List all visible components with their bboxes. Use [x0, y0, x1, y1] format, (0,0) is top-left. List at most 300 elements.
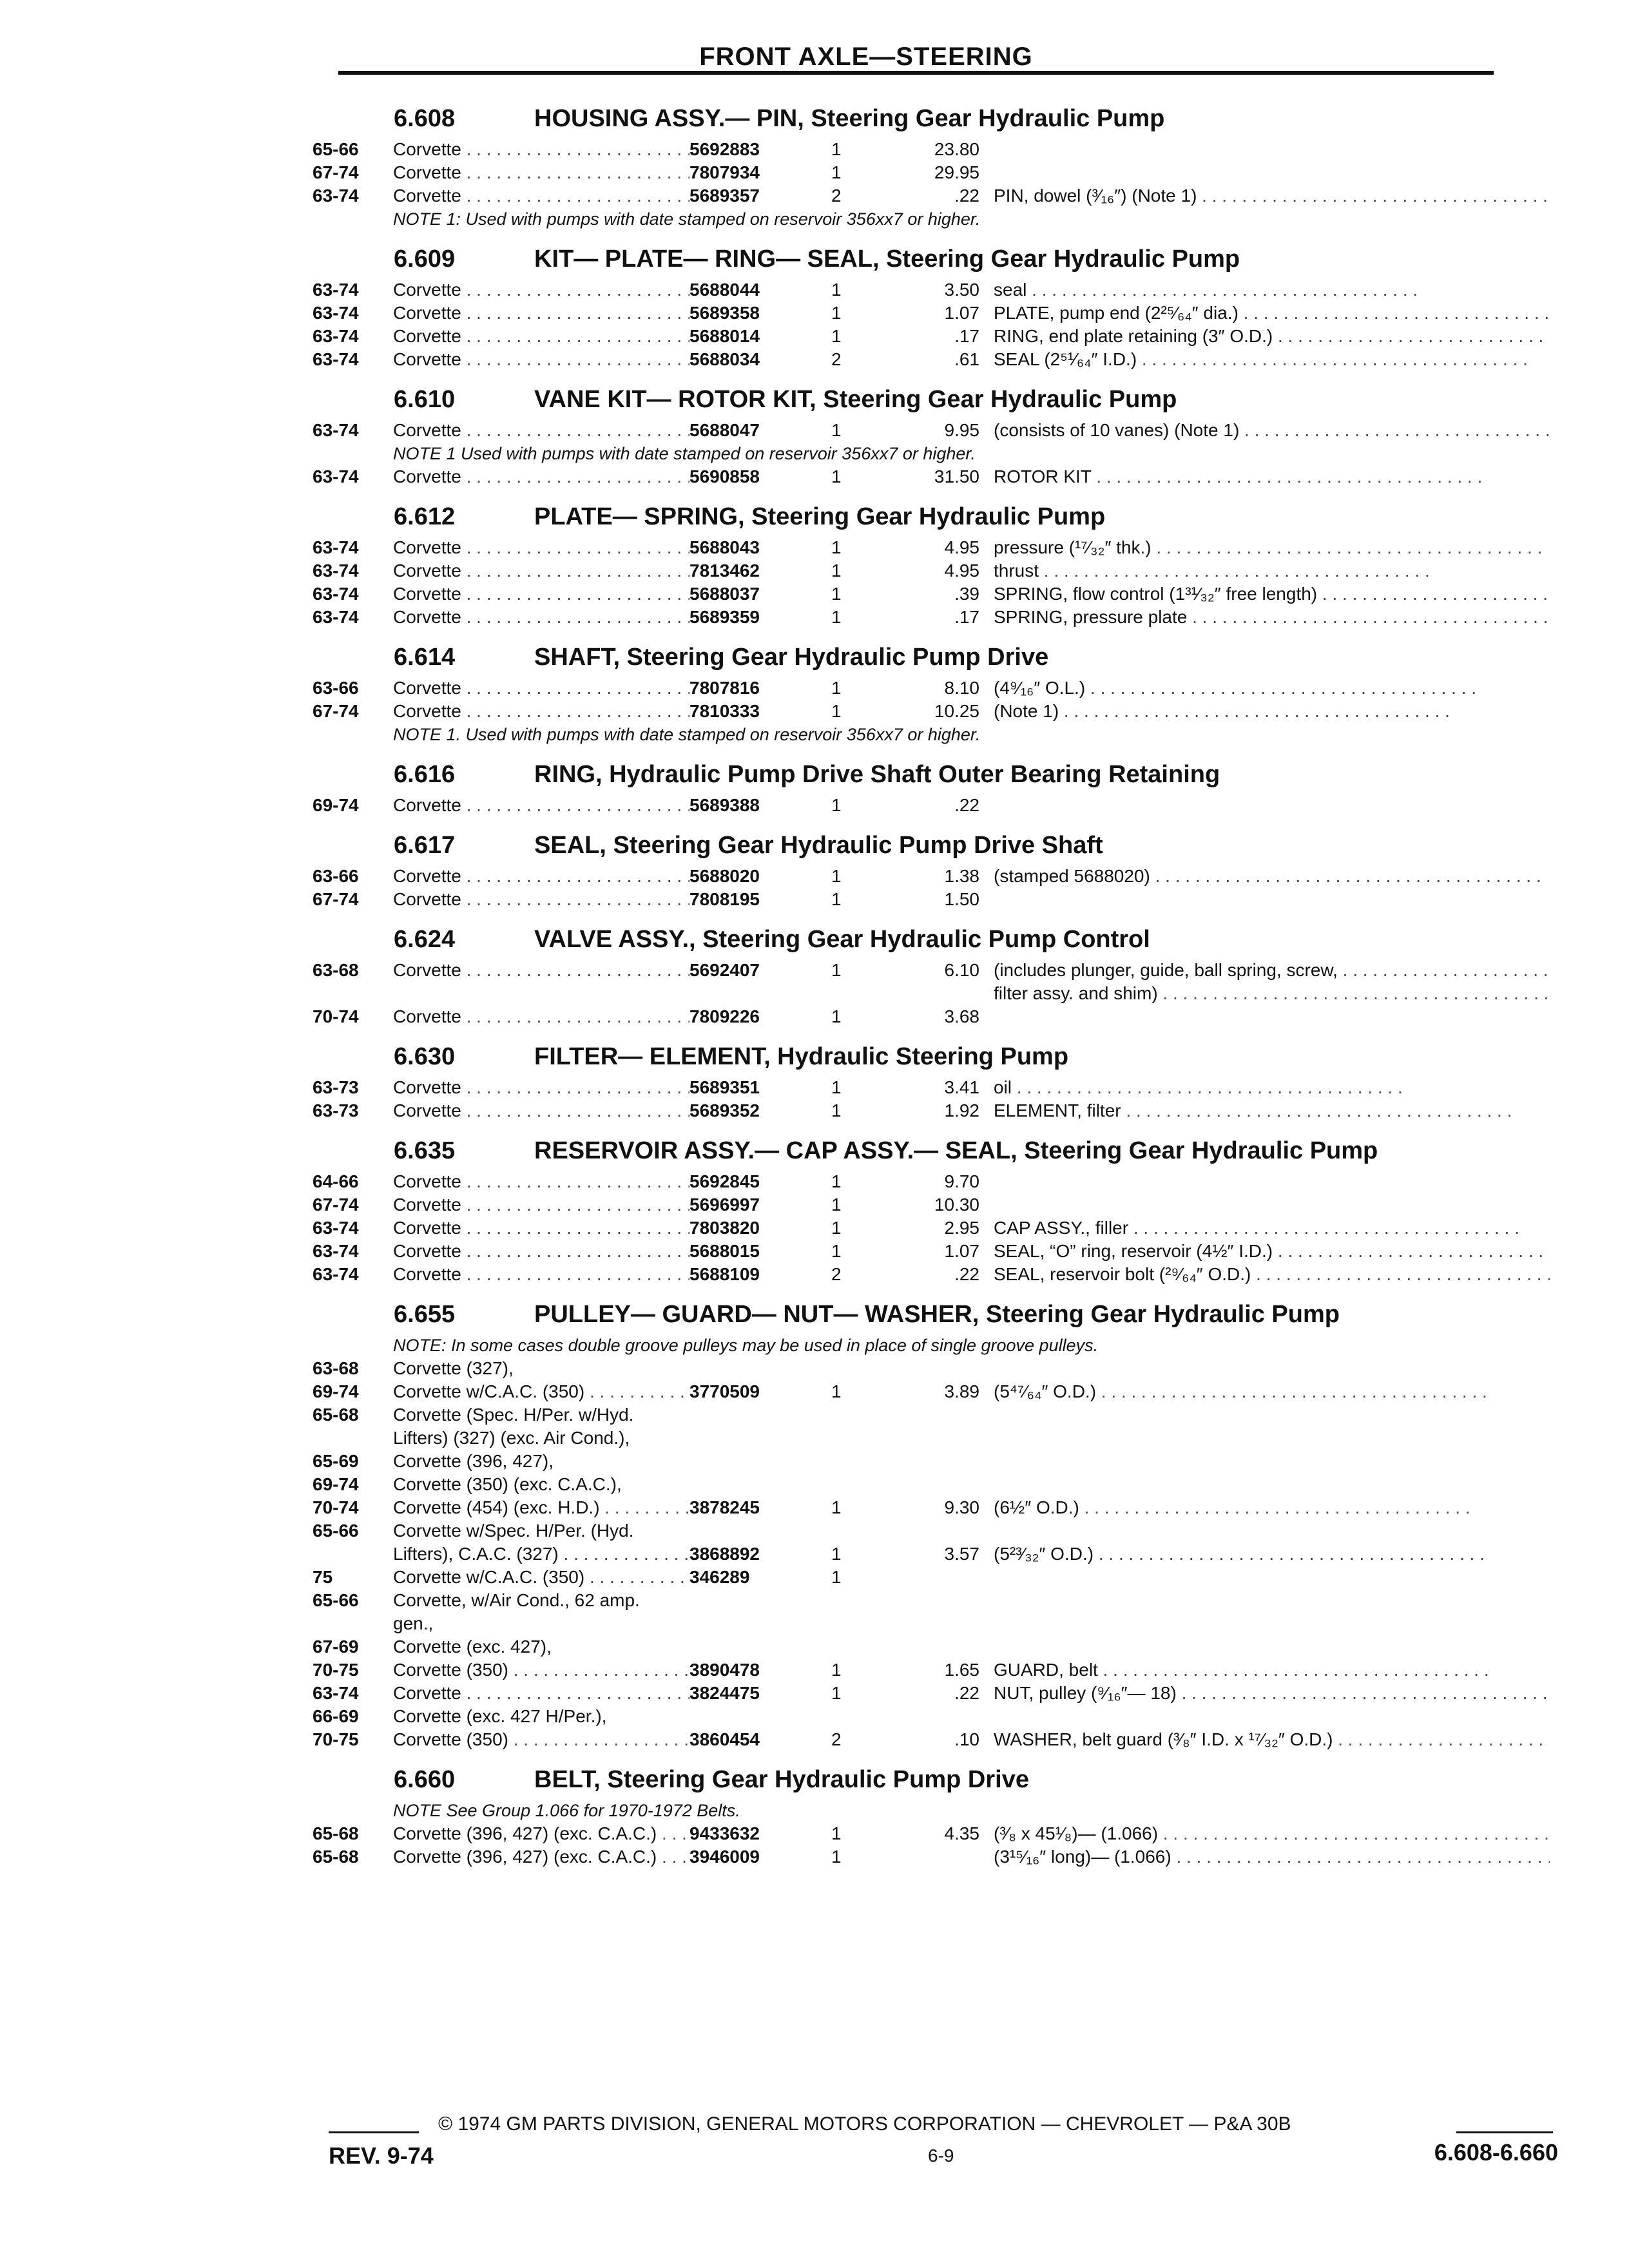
- model-years: 63-74: [313, 303, 359, 323]
- quantity: 1: [831, 1241, 842, 1261]
- model-name: Corvette (327),: [393, 1358, 514, 1378]
- part-row: [313, 1612, 1550, 1635]
- price: .17: [954, 326, 979, 346]
- part-row: [313, 677, 1550, 700]
- part-row: [313, 325, 1550, 348]
- price: 3.57: [944, 1544, 979, 1564]
- section-title: RING, Hydraulic Pump Drive Shaft Outer Bearing Retaining: [534, 761, 1220, 788]
- section-heading: [313, 755, 1550, 794]
- part-row: [313, 700, 1550, 723]
- part-number: 5689357: [689, 186, 760, 206]
- part-number: 346289: [689, 1567, 750, 1587]
- part-description: (³⁄₈ x 45¹⁄₈)— (1.066) . . .: [994, 1822, 1550, 1845]
- model-name: Corvette . . .: [393, 700, 689, 723]
- model-years: 63-74: [313, 349, 359, 369]
- section-6-612: [313, 497, 1550, 629]
- price: 9.70: [944, 1171, 979, 1191]
- quantity: 1: [831, 1077, 842, 1097]
- price: 1.50: [944, 889, 979, 909]
- quantity: 1: [831, 162, 842, 182]
- part-description: SEAL, “O” ring, reservoir (4½″ I.D.) . . .: [994, 1240, 1550, 1263]
- section-number: 6.616: [394, 761, 456, 788]
- quantity: 1: [831, 701, 842, 721]
- part-row: [313, 1705, 1550, 1728]
- part-row: [313, 184, 1550, 207]
- model-years: 67-74: [313, 701, 359, 721]
- section-6-608: [313, 99, 1550, 231]
- section-6-610: [313, 380, 1550, 488]
- price: 3.89: [944, 1381, 979, 1401]
- section-number: 6.617: [394, 832, 456, 859]
- model-name: Corvette w/Spec. H/Per. (Hyd.: [393, 1521, 634, 1541]
- part-number: 5690858: [689, 466, 760, 486]
- part-number: 5692883: [689, 139, 760, 159]
- part-description: CAP ASSY., filler . . .: [994, 1216, 1550, 1240]
- part-description: SPRING, pressure plate . . .: [994, 606, 1550, 629]
- model-name: Corvette . . .: [393, 677, 689, 700]
- model-name: Corvette . . .: [393, 888, 689, 911]
- section-heading: [313, 1295, 1550, 1334]
- price: 9.30: [944, 1497, 979, 1517]
- section-title: BELT, Steering Gear Hydraulic Pump Drive: [534, 1766, 1029, 1793]
- model-years: 65-66: [313, 139, 359, 159]
- model-name: Corvette (350) . . .: [393, 1728, 689, 1751]
- section-6-635: [313, 1131, 1550, 1286]
- price: 10.25: [934, 701, 979, 721]
- part-description: SEAL, reservoir bolt (²⁹⁄₆₄″ O.D.) . . .: [994, 1263, 1550, 1286]
- model-years: 67-74: [313, 162, 359, 182]
- quantity: 1: [831, 420, 842, 440]
- header-rule: [338, 71, 1494, 75]
- part-description: (consists of 10 vanes) (Note 1) . . .: [994, 419, 1550, 442]
- price: 31.50: [934, 466, 979, 486]
- part-number: 5688047: [689, 420, 760, 440]
- section-number: 6.630: [394, 1043, 456, 1070]
- quantity: 1: [831, 326, 842, 346]
- model-years: 63-66: [313, 678, 359, 698]
- part-description: (3¹⁵⁄₁₆″ long)— (1.066) . . .: [994, 1845, 1550, 1869]
- part-row: [313, 582, 1550, 606]
- quantity: 1: [831, 889, 842, 909]
- model-years: 63-74: [313, 186, 359, 206]
- section-6-616: [313, 755, 1550, 817]
- section-title: FILTER— ELEMENT, Hydraulic Steering Pump: [534, 1043, 1069, 1070]
- section-title: SHAFT, Steering Gear Hydraulic Pump Drive: [534, 644, 1049, 671]
- model-name: Corvette . . .: [393, 465, 689, 488]
- part-row: [313, 1240, 1550, 1263]
- model-years: 65-66: [313, 1521, 359, 1541]
- part-row: [313, 1658, 1550, 1682]
- model-years: 63-74: [313, 1218, 359, 1238]
- section-6-655: [313, 1295, 1550, 1751]
- model-years: 65-68: [313, 1823, 359, 1843]
- model-name: Lifters), C.A.C. (327) . . .: [393, 1542, 689, 1566]
- model-years: 64-66: [313, 1171, 359, 1191]
- part-description: SPRING, flow control (1³¹⁄₃₂″ free length) . . .: [994, 582, 1550, 606]
- model-years: 65-69: [313, 1451, 359, 1471]
- part-description: PLATE, pump end (2²⁵⁄₆₄″ dia.) . . .: [994, 302, 1550, 325]
- quantity: 1: [831, 1823, 842, 1843]
- quantity: 1: [831, 960, 842, 980]
- model-years: 69-74: [313, 795, 359, 815]
- part-description: seal . . .: [994, 278, 1550, 302]
- part-row: [313, 1589, 1550, 1612]
- part-description: RING, end plate retaining (3″ O.D.) . . .: [994, 325, 1550, 348]
- section-6-617: [313, 826, 1550, 911]
- price: .10: [954, 1729, 979, 1749]
- part-description: (6½″ O.D.) . . .: [994, 1496, 1550, 1519]
- section-title: VALVE ASSY., Steering Gear Hydraulic Pump Control: [534, 926, 1150, 953]
- section-note: NOTE 1. Used with pumps with date stamped on reservoir 356xx7 or higher.: [393, 725, 981, 744]
- model-name: Corvette . . .: [393, 348, 689, 371]
- part-number: 5688044: [689, 280, 760, 300]
- part-number: 3860454: [689, 1729, 760, 1749]
- model-years: 66-69: [313, 1706, 359, 1726]
- quantity: 1: [831, 1006, 842, 1026]
- quantity: 1: [831, 1218, 842, 1238]
- model-name: Corvette (454) (exc. H.D.) . . .: [393, 1496, 689, 1519]
- part-row: [313, 888, 1550, 911]
- part-number: 7803820: [689, 1218, 760, 1238]
- model-name: Corvette (350) . . .: [393, 1658, 689, 1682]
- part-description: (5⁴⁷⁄₆₄″ O.D.) . . .: [994, 1380, 1550, 1403]
- price: .17: [954, 607, 979, 627]
- model-years: 75: [313, 1567, 333, 1587]
- model-years: 63-73: [313, 1100, 359, 1120]
- model-name: Corvette (exc. 427),: [393, 1637, 552, 1657]
- part-number: 5689388: [689, 795, 760, 815]
- part-number: 5688037: [689, 584, 760, 604]
- section-title: SEAL, Steering Gear Hydraulic Pump Drive Shaft: [534, 832, 1103, 859]
- model-name: Corvette . . .: [393, 138, 689, 161]
- part-number: 7813462: [689, 561, 760, 581]
- model-name: gen.,: [393, 1613, 434, 1633]
- section-heading: [313, 380, 1550, 419]
- price: .61: [954, 349, 979, 369]
- part-row: [313, 559, 1550, 582]
- part-row: [313, 1566, 1550, 1589]
- model-name: Corvette . . .: [393, 419, 689, 442]
- section-title: RESERVOIR ASSY.— CAP ASSY.— SEAL, Steering Gear Hydraulic Pump: [534, 1137, 1378, 1164]
- part-description: SEAL (2⁵¹⁄₆₄″ I.D.) . . .: [994, 348, 1550, 371]
- price: 4.95: [944, 537, 979, 557]
- part-description: oil . . .: [994, 1076, 1550, 1099]
- section-note: NOTE 1: Used with pumps with date stamped on reservoir 356xx7 or higher.: [393, 209, 981, 229]
- section-title: HOUSING ASSY.— PIN, Steering Gear Hydraulic Pump: [534, 105, 1165, 132]
- model-years: 63-74: [313, 1241, 359, 1261]
- part-description: NUT, pulley (⁹⁄₁₆″— 18) . . .: [994, 1682, 1550, 1705]
- part-row: [313, 465, 1550, 488]
- quantity: 2: [831, 349, 842, 369]
- model-name: Corvette . . .: [393, 1216, 689, 1240]
- part-row: [313, 1822, 1550, 1845]
- section-heading: [313, 1760, 1550, 1799]
- section-title: PULLEY— GUARD— NUT— WASHER, Steering Gear Hydraulic Pump: [534, 1301, 1340, 1328]
- price: 8.10: [944, 678, 979, 698]
- model-name: Corvette . . .: [393, 1170, 689, 1193]
- part-row: [313, 1357, 1550, 1380]
- quantity: 1: [831, 466, 842, 486]
- part-row: [313, 606, 1550, 629]
- section-note: NOTE See Group 1.066 for 1970-1972 Belts.: [393, 1801, 740, 1820]
- price: .22: [954, 795, 979, 815]
- model-years: 70-74: [313, 1006, 359, 1026]
- quantity: 1: [831, 280, 842, 300]
- part-number: 5688109: [689, 1264, 760, 1284]
- section-heading: [313, 497, 1550, 536]
- part-description: (4⁹⁄₁₆″ O.L.) . . .: [994, 677, 1550, 700]
- model-name: Corvette . . .: [393, 278, 689, 302]
- section-note: NOTE 1 Used with pumps with date stamped on reservoir 356xx7 or higher.: [393, 444, 976, 463]
- part-row: [313, 1403, 1550, 1427]
- model-name: Corvette . . .: [393, 1193, 689, 1216]
- quantity: 1: [831, 1544, 842, 1564]
- price: 1.65: [944, 1660, 979, 1680]
- quantity: 1: [831, 1100, 842, 1120]
- model-name: Corvette (396, 427) (exc. C.A.C.) . . .: [393, 1845, 689, 1869]
- model-name: Corvette . . .: [393, 559, 689, 582]
- part-description: pressure (¹⁷⁄₃₂″ thk.) . . .: [994, 536, 1550, 559]
- footer-rule-left: [329, 2131, 419, 2133]
- model-name: Lifters) (327) (exc. Air Cond.),: [393, 1428, 630, 1448]
- part-number: 5689351: [689, 1077, 760, 1097]
- model-name: Corvette . . .: [393, 959, 689, 982]
- model-years: 63-68: [313, 1358, 359, 1378]
- model-years: 65-68: [313, 1847, 359, 1867]
- model-years: 63-68: [313, 960, 359, 980]
- part-row: [313, 161, 1550, 184]
- part-description: filter assy. and shim) . . .: [994, 982, 1550, 1005]
- part-number: 7809226: [689, 1006, 760, 1026]
- price: 3.50: [944, 280, 979, 300]
- quantity: 1: [831, 866, 842, 886]
- section-6-630: [313, 1037, 1550, 1122]
- quantity: 1: [831, 1381, 842, 1401]
- part-number: 5689352: [689, 1100, 760, 1120]
- part-number: 7807934: [689, 162, 760, 182]
- section-heading: [313, 240, 1550, 278]
- model-name: Corvette . . .: [393, 1682, 689, 1705]
- section-number: 6.635: [394, 1137, 456, 1164]
- part-row: [313, 1542, 1550, 1566]
- price: .22: [954, 1683, 979, 1703]
- part-row: [313, 1635, 1550, 1658]
- part-number: 5689359: [689, 607, 760, 627]
- model-years: 63-73: [313, 1077, 359, 1097]
- part-number: 5692845: [689, 1171, 760, 1191]
- price: .39: [954, 584, 979, 604]
- price: 29.95: [934, 162, 979, 182]
- footer-copyright: © 1974 GM PARTS DIVISION, GENERAL MOTORS CORPORATION — CHEVROLET — P&A 30B: [438, 2113, 1291, 2135]
- quantity: 1: [831, 1497, 842, 1517]
- model-name: Corvette . . .: [393, 1263, 689, 1286]
- section-heading: [313, 99, 1550, 138]
- section-heading: [313, 638, 1550, 677]
- model-years: 63-74: [313, 561, 359, 581]
- price: 1.92: [944, 1100, 979, 1120]
- price: 4.35: [944, 1823, 979, 1843]
- part-row: [313, 1427, 1550, 1450]
- price: 23.80: [934, 139, 979, 159]
- section-title: PLATE— SPRING, Steering Gear Hydraulic Pump: [534, 503, 1106, 530]
- price: 1.07: [944, 1241, 979, 1261]
- model-name: Corvette . . .: [393, 1076, 689, 1099]
- part-number: 3946009: [689, 1847, 760, 1867]
- model-years: 67-69: [313, 1637, 359, 1657]
- price: 9.95: [944, 420, 979, 440]
- section-number: 6.609: [394, 245, 456, 273]
- price: 10.30: [934, 1195, 979, 1215]
- part-number: 5696997: [689, 1195, 760, 1215]
- part-row: [313, 348, 1550, 371]
- part-number: 3770509: [689, 1381, 760, 1401]
- part-row: [313, 536, 1550, 559]
- part-number: 5689358: [689, 303, 760, 323]
- section-6-624: [313, 920, 1550, 1028]
- part-row: [313, 1005, 1550, 1028]
- quantity: 1: [831, 795, 842, 815]
- quantity: 1: [831, 303, 842, 323]
- model-name: Corvette . . .: [393, 325, 689, 348]
- model-years: 63-74: [313, 607, 359, 627]
- model-years: 70-74: [313, 1497, 359, 1517]
- footer-section-range: 6.608-6.660: [1434, 2139, 1558, 2166]
- part-row: [313, 278, 1550, 302]
- model-years: 63-74: [313, 584, 359, 604]
- part-row: [313, 419, 1550, 442]
- part-row: [313, 1263, 1550, 1286]
- section-note: NOTE: In some cases double groove pulleys may be used in place of single groove pulleys.: [393, 1336, 1099, 1355]
- section-number: 6.608: [394, 105, 456, 132]
- price: .22: [954, 1264, 979, 1284]
- part-number: 5688020: [689, 866, 760, 886]
- model-years: 63-74: [313, 326, 359, 346]
- section-number: 6.624: [394, 926, 456, 953]
- model-name: Corvette . . .: [393, 536, 689, 559]
- model-years: 65-66: [313, 1590, 359, 1610]
- part-number: 3890478: [689, 1660, 760, 1680]
- model-years: 65-68: [313, 1405, 359, 1425]
- part-number: 5688043: [689, 537, 760, 557]
- section-6-609: [313, 240, 1550, 371]
- model-name: Corvette . . .: [393, 184, 689, 207]
- model-name: Corvette . . .: [393, 865, 689, 888]
- part-row: [313, 959, 1550, 982]
- model-name: Corvette . . .: [393, 1099, 689, 1122]
- model-years: 63-74: [313, 537, 359, 557]
- part-number: 3878245: [689, 1497, 760, 1517]
- part-row: [313, 982, 1550, 1005]
- model-name: Corvette (exc. 427 H/Per.),: [393, 1706, 607, 1726]
- part-number: 5688015: [689, 1241, 760, 1261]
- model-years: 63-74: [313, 280, 359, 300]
- price: 1.38: [944, 866, 979, 886]
- part-row: [313, 1099, 1550, 1122]
- model-name: Corvette . . .: [393, 606, 689, 629]
- part-row: [313, 1728, 1550, 1751]
- quantity: 1: [831, 1847, 842, 1867]
- section-title: VANE KIT— ROTOR KIT, Steering Gear Hydraulic Pump: [534, 386, 1177, 413]
- section-6-614: [313, 638, 1550, 746]
- model-years: 67-74: [313, 889, 359, 909]
- model-years: 70-75: [313, 1729, 359, 1749]
- price: 3.68: [944, 1006, 979, 1026]
- part-row: [313, 1170, 1550, 1193]
- section-number: 6.614: [394, 644, 456, 671]
- section-number: 6.610: [394, 386, 456, 413]
- part-row: [313, 1682, 1550, 1705]
- part-description: (stamped 5688020) . . .: [994, 865, 1550, 888]
- part-description: (5²³⁄₃₂″ O.D.) . . .: [994, 1542, 1550, 1566]
- price: 2.95: [944, 1218, 979, 1238]
- quantity: 1: [831, 139, 842, 159]
- model-name: Corvette (396, 427) (exc. C.A.C.) . . .: [393, 1822, 689, 1845]
- part-row: [313, 1496, 1550, 1519]
- model-years: 67-74: [313, 1195, 359, 1215]
- model-name: Corvette (350) (exc. C.A.C.),: [393, 1474, 622, 1494]
- model-years: 69-74: [313, 1381, 359, 1401]
- part-row: [313, 1076, 1550, 1099]
- section-number: 6.612: [394, 503, 456, 530]
- model-name: Corvette w/C.A.C. (350) . . .: [393, 1566, 689, 1589]
- quantity: 1: [831, 1195, 842, 1215]
- section-heading: [313, 920, 1550, 959]
- part-number: 5692407: [689, 960, 760, 980]
- part-row: [313, 794, 1550, 817]
- model-name: Corvette . . .: [393, 302, 689, 325]
- section-number: 6.660: [394, 1766, 456, 1793]
- part-description: WASHER, belt guard (³⁄₈″ I.D. x ¹⁷⁄₃₂″ O.D.) . . .: [994, 1728, 1550, 1751]
- part-number: 5688034: [689, 349, 760, 369]
- part-description: PIN, dowel (³⁄₁₆″) (Note 1) . . .: [994, 184, 1550, 207]
- part-number: 9433632: [689, 1823, 760, 1843]
- quantity: 1: [831, 537, 842, 557]
- price: 1.07: [944, 303, 979, 323]
- quantity: 1: [831, 607, 842, 627]
- quantity: 1: [831, 561, 842, 581]
- part-description: (includes plunger, guide, ball spring, screw, . . .: [994, 959, 1550, 982]
- model-name: Corvette . . .: [393, 582, 689, 606]
- parts-list: [313, 90, 1550, 1869]
- quantity: 2: [831, 1264, 842, 1284]
- page-header: FRONT AXLE—STEERING: [699, 43, 1033, 71]
- model-years: 70-75: [313, 1660, 359, 1680]
- part-description: thrust . . .: [994, 559, 1550, 582]
- part-number: 7808195: [689, 889, 760, 909]
- quantity: 1: [831, 678, 842, 698]
- model-years: 69-74: [313, 1474, 359, 1494]
- price: .22: [954, 186, 979, 206]
- footer-revision: REV. 9-74: [329, 2142, 434, 2169]
- footer-rule-right: [1456, 2131, 1553, 2133]
- part-row: [313, 1473, 1550, 1496]
- quantity: 1: [831, 1660, 842, 1680]
- model-years: 63-74: [313, 1683, 359, 1703]
- quantity: 2: [831, 186, 842, 206]
- quantity: 1: [831, 584, 842, 604]
- part-number: 3868892: [689, 1544, 760, 1564]
- part-row: [313, 1845, 1550, 1869]
- model-years: 63-74: [313, 466, 359, 486]
- model-years: 63-74: [313, 420, 359, 440]
- model-name: Corvette . . .: [393, 794, 689, 817]
- model-name: Corvette . . .: [393, 161, 689, 184]
- price: 4.95: [944, 561, 979, 581]
- section-heading: [313, 1037, 1550, 1076]
- part-row: [313, 1193, 1550, 1216]
- model-name: Corvette, w/Air Cond., 62 amp.: [393, 1590, 640, 1610]
- part-description: (Note 1) . . .: [994, 700, 1550, 723]
